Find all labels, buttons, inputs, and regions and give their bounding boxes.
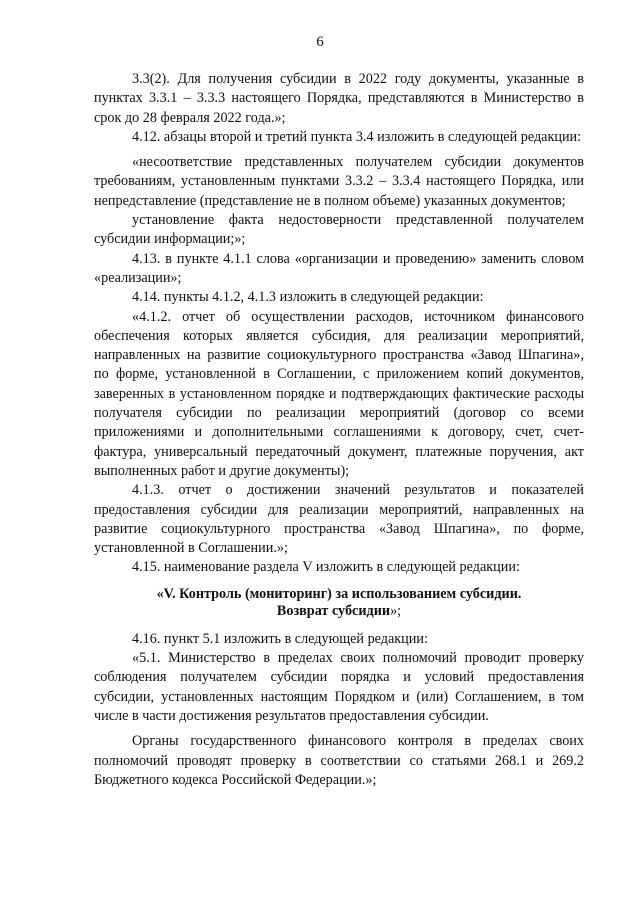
paragraph-5-1: «5.1. Министерство в пределах своих полномочий проводит проверку соблюдения получателем субсидии порядка и условий предоставления субсидии, установленных настоящим Порядком и (или) Соглашением, в том числе в части достижения результатов предоставления субсидии. (94, 650, 584, 724)
paragraph-financial-control: Органы государственного финансового контроля в пределах своих полномочий проводят проверку в соответствии со статьями 268.1 и 269.2 Бюджетного кодекса Российской Федерации.»; (94, 733, 584, 788)
paragraph-4-15: 4.15. наименование раздела V изложить в следующей редакции: (132, 559, 520, 576)
section-heading-tail: »; (390, 602, 402, 619)
paragraph-4-12: 4.12. абзацы второй и третий пункта 3.4 изложить в следующей редакции: (132, 128, 582, 145)
document-body (94, 70, 584, 790)
section-heading-line2 (94, 603, 584, 620)
page-number: 6 (316, 34, 324, 50)
paragraph-4-16: 4.16. пункт 5.1 изложить в следующей редакции: (132, 630, 428, 647)
section-heading-line1: «V. Контроль (мониторинг) за использованием субсидии. (156, 585, 522, 602)
paragraph-4-14: 4.14. пункты 4.1.2, 4.1.3 изложить в следующей редакции: (132, 289, 484, 306)
paragraph-4-13: 4.13. в пункте 4.1.1 слова «организации и проведению» заменить словом «реализации»; (94, 250, 584, 286)
paragraph-unreliable-info: установление факта недостоверности представленной получателем субсидии информации;»; (94, 212, 584, 248)
section-heading (94, 586, 584, 620)
paragraph-nonconformity: «несоответствие представленных получателем субсидии документов требованиям, установленным пунктами 3.3.2 – 3.3.4 настоящего Порядка, или непредставление (представление не в полном объеме) указанных документов; (94, 154, 584, 209)
paragraph-4-1-2: «4.1.2. отчет об осуществлении расходов, источником финансового обеспечения которых является субсидия, для реализации мероприятий, направленных на развитие социокультурного пространства «Завод Шпагина», по форме, установленной в Соглашении, с приложением копий документов, заверенных в установленном порядке и подтверждающих фактические расходы получателя субсидии по реализации мероприятий (договор со всеми приложениями и дополнительными соглашениями к договору, счет, счет-фактура, универсальный передаточный документ, платежные поручения, акт выполненных работ и другие документы); (94, 308, 584, 479)
section-heading-title: Возврат субсидии (276, 602, 391, 619)
paragraph-3-3-2: 3.3(2). Для получения субсидии в 2022 году документы, указанные в пунктах 3.3.1 – 3.3.3 настоящего Порядка, представляются в Министерство в срок до 28 февраля 2022 года.»; (94, 71, 584, 126)
paragraph-4-1-3: 4.1.3. отчет о достижении значений результатов и показателей предоставления субсидии для реализации мероприятий, направленных на развитие социокультурного пространства «Завод Шпагина», по форме, установленной в Соглашении.»; (94, 482, 584, 557)
